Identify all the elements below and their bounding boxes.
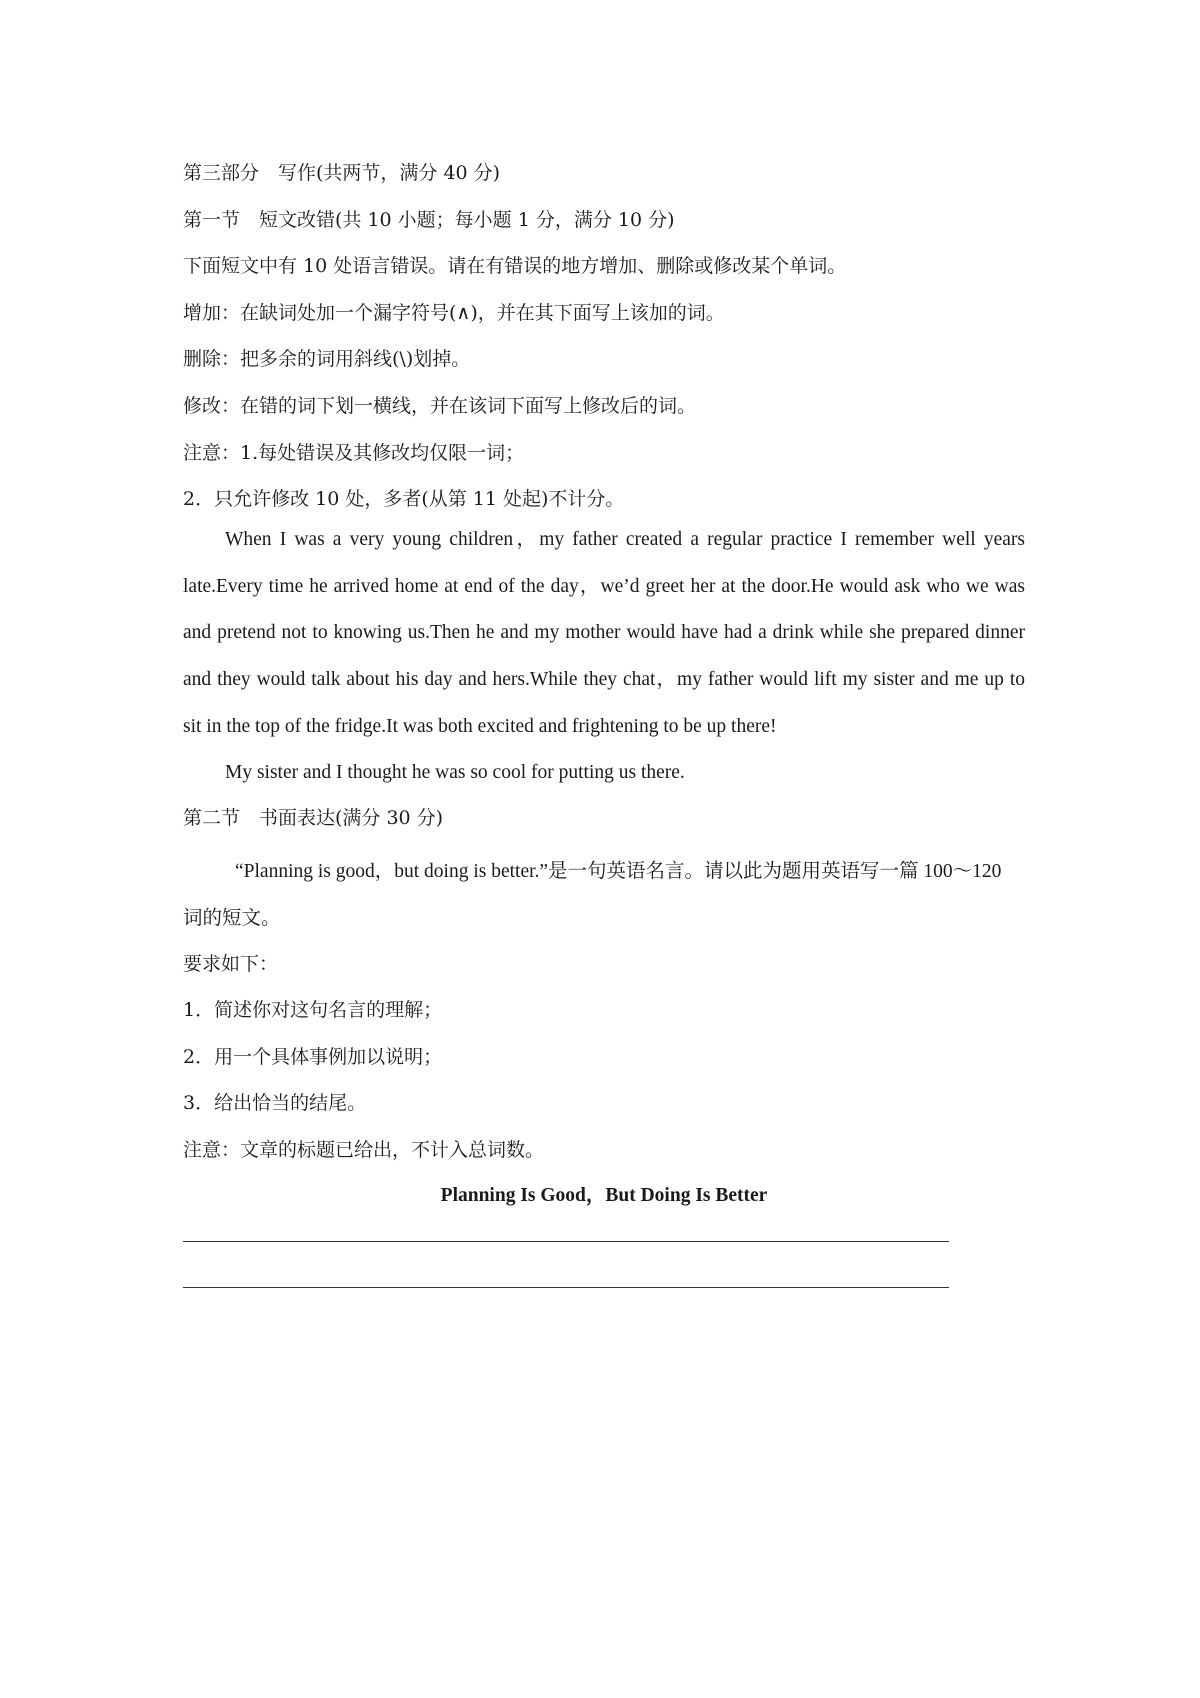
requirement-item: 2．用一个具体事例加以说明；: [183, 1045, 443, 1068]
instruction-line: 注意：1.每处错误及其修改均仅限一词；: [183, 441, 525, 464]
essay-title: Planning Is Good，But Doing Is Better: [440, 1184, 768, 1206]
exam-page: [183, 158, 1025, 1288]
answer-line[interactable]: [183, 1241, 949, 1242]
part-heading: 第三部分 写作(共两节，满分 40 分): [183, 162, 501, 184]
answer-line[interactable]: [183, 1287, 949, 1288]
requirement-item: 3．给出恰当的结尾。: [183, 1092, 367, 1115]
passage-paragraph-2: My sister and I thought he was so cool for putting us there.: [225, 762, 685, 784]
section2-heading: 第二节 书面表达(满分 30 分): [183, 806, 444, 829]
instruction-line: 下面短文中有 10 处语言错误。请在有错误的地方增加、删除或修改某个单词。: [183, 255, 847, 278]
requirements-label: 要求如下：: [183, 952, 279, 975]
writing-prompt: “Planning is good，but doing is better.”是一句英语名言。请以此为题用英语写一篇 100～120 词的短文。: [183, 861, 1002, 929]
instruction-line: 删除：把多余的词用斜线(\)划掉。: [183, 348, 471, 371]
requirement-item: 1．简述你对这句名言的理解；: [183, 999, 443, 1022]
note-line: 注意：文章的标题已给出，不计入总词数。: [183, 1138, 545, 1161]
section1-heading: 第一节 短文改错(共 10 小题；每小题 1 分，满分 10 分): [183, 208, 675, 231]
passage-paragraph-1: When I was a very young children，my father created a regular practice I remember well years late.Every time he arrived home at end of the day，we’d greet her at the door.He would ask who we was and pretend not to knowing us.Then he and my mother would have had a drink while she prepared dinner and they would talk about his day and hers.While they chat，my father would lift my sister and me up to sit in the top of the fridge.It was both excited and frightening to be up there!: [183, 529, 1025, 737]
instruction-line: 2．只允许修改 10 处，多者(从第 11 处起)不计分。: [183, 488, 625, 511]
instruction-line: 增加：在缺词处加一个漏字符号(∧)，并在其下面写上该加的词。: [183, 301, 725, 324]
instruction-line: 修改：在错的词下划一横线，并在该词下面写上修改后的词。: [183, 394, 697, 417]
